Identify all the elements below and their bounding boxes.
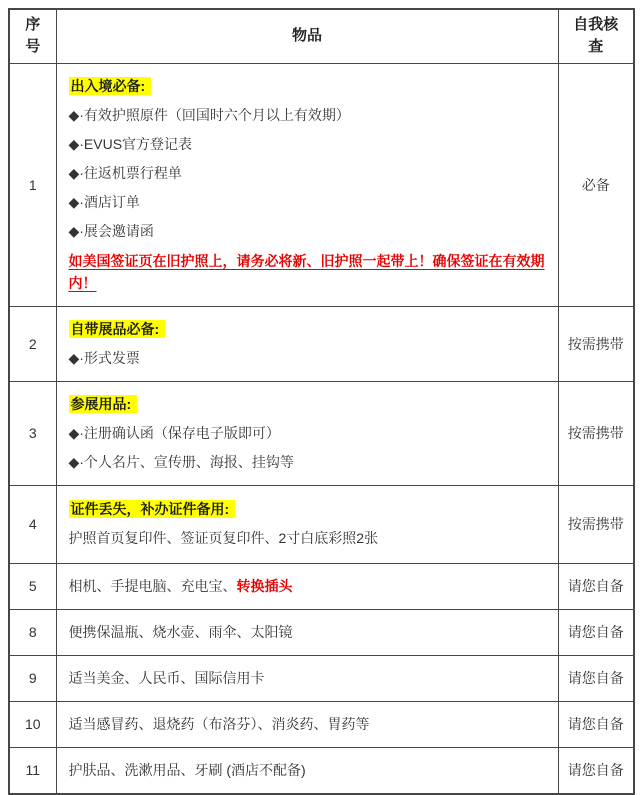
- row-items-cell: [56, 609, 558, 655]
- plain-item: 护肤品、洗漱用品、牙刷 (酒店不配备): [68, 761, 306, 778]
- section-title-line: [69, 319, 546, 340]
- row-number: 8: [9, 609, 56, 655]
- column-header-selfcheck: 自我核查: [558, 9, 634, 63]
- row-items-cell: [56, 485, 558, 563]
- highlighted-title: 自带展品必备:: [69, 320, 166, 338]
- section-title-line: [69, 394, 546, 415]
- selfcheck-value: 按需携带: [558, 485, 634, 563]
- row-items-cell: [56, 655, 558, 701]
- table-row: [9, 701, 634, 747]
- visa-warning-text: 如美国签证页在旧护照上，请务必将新、旧护照一起带上！确保签证在有效期内！: [68, 252, 545, 291]
- row-items-cell: [56, 63, 558, 306]
- highlighted-title: 出入境必备:: [69, 77, 152, 95]
- row-number: 1: [9, 63, 56, 306]
- row-items-cell: [56, 747, 558, 794]
- row-number: 4: [9, 485, 56, 563]
- plain-item: 便携保温瓶、烧水壶、雨伞、太阳镜: [68, 623, 293, 640]
- selfcheck-value: 请您自备: [558, 609, 634, 655]
- highlighted-title: 证件丢失，补办证件备用:: [69, 500, 236, 518]
- table-row: [9, 563, 634, 609]
- row-number: 3: [9, 381, 56, 485]
- table-row: [9, 485, 634, 563]
- row-items-cell: [56, 381, 558, 485]
- plain-item: 适当感冒药、退烧药（布洛芬）、消炎药、胃药等: [68, 715, 370, 732]
- bullet-item: ◆·酒店订单: [68, 193, 140, 210]
- checklist-table: [8, 8, 635, 795]
- row-number: 10: [9, 701, 56, 747]
- selfcheck-value: 请您自备: [558, 563, 634, 609]
- bullet-item: ◆·EVUS官方登记表: [68, 135, 193, 152]
- column-header-items: 物品: [56, 9, 558, 63]
- highlighted-title: 参展用品:: [69, 395, 138, 413]
- selfcheck-value: 按需携带: [558, 381, 634, 485]
- row-number: 9: [9, 655, 56, 701]
- selfcheck-value: 请您自备: [558, 747, 634, 794]
- plain-item: [69, 576, 546, 597]
- selfcheck-value: 请您自备: [558, 655, 634, 701]
- table-row: [9, 747, 634, 794]
- section-title-line: [69, 499, 546, 520]
- bullet-item: ◆·展会邀请函: [68, 222, 154, 239]
- plain-item: 适当美金、人民币、国际信用卡: [68, 669, 265, 686]
- selfcheck-value: 按需携带: [558, 306, 634, 381]
- row-items-cell: [56, 306, 558, 381]
- row-number: 5: [9, 563, 56, 609]
- table-row: [9, 655, 634, 701]
- row-number: 2: [9, 306, 56, 381]
- table-row: [9, 63, 634, 306]
- row-items-cell: [56, 701, 558, 747]
- selfcheck-value: 必备: [558, 63, 634, 306]
- column-header-number: 序号: [9, 9, 56, 63]
- table-row: [9, 381, 634, 485]
- row-items-cell: [56, 563, 558, 609]
- header-row: [9, 9, 634, 63]
- bullet-item: ◆·注册确认函（保存电子版即可）: [68, 424, 280, 441]
- table-row: [9, 306, 634, 381]
- bullet-item: ◆·个人名片、宣传册、海报、挂钩等: [68, 453, 294, 470]
- item-text: 相机、手提电脑、充电宝、: [68, 577, 237, 594]
- section-title-line: [69, 76, 546, 97]
- bullet-item: ◆·往返机票行程单: [68, 164, 182, 181]
- table-row: [9, 609, 634, 655]
- item-text-red: 转换插头: [236, 577, 293, 594]
- bullet-item: ◆·形式发票: [68, 349, 140, 366]
- plain-item: 护照首页复印件、签证页复印件、2寸白底彩照2张: [68, 530, 379, 546]
- bullet-item: ◆·有效护照原件（回国时六个月以上有效期）: [68, 106, 350, 123]
- row-number: 11: [9, 747, 56, 794]
- selfcheck-value: 请您自备: [558, 701, 634, 747]
